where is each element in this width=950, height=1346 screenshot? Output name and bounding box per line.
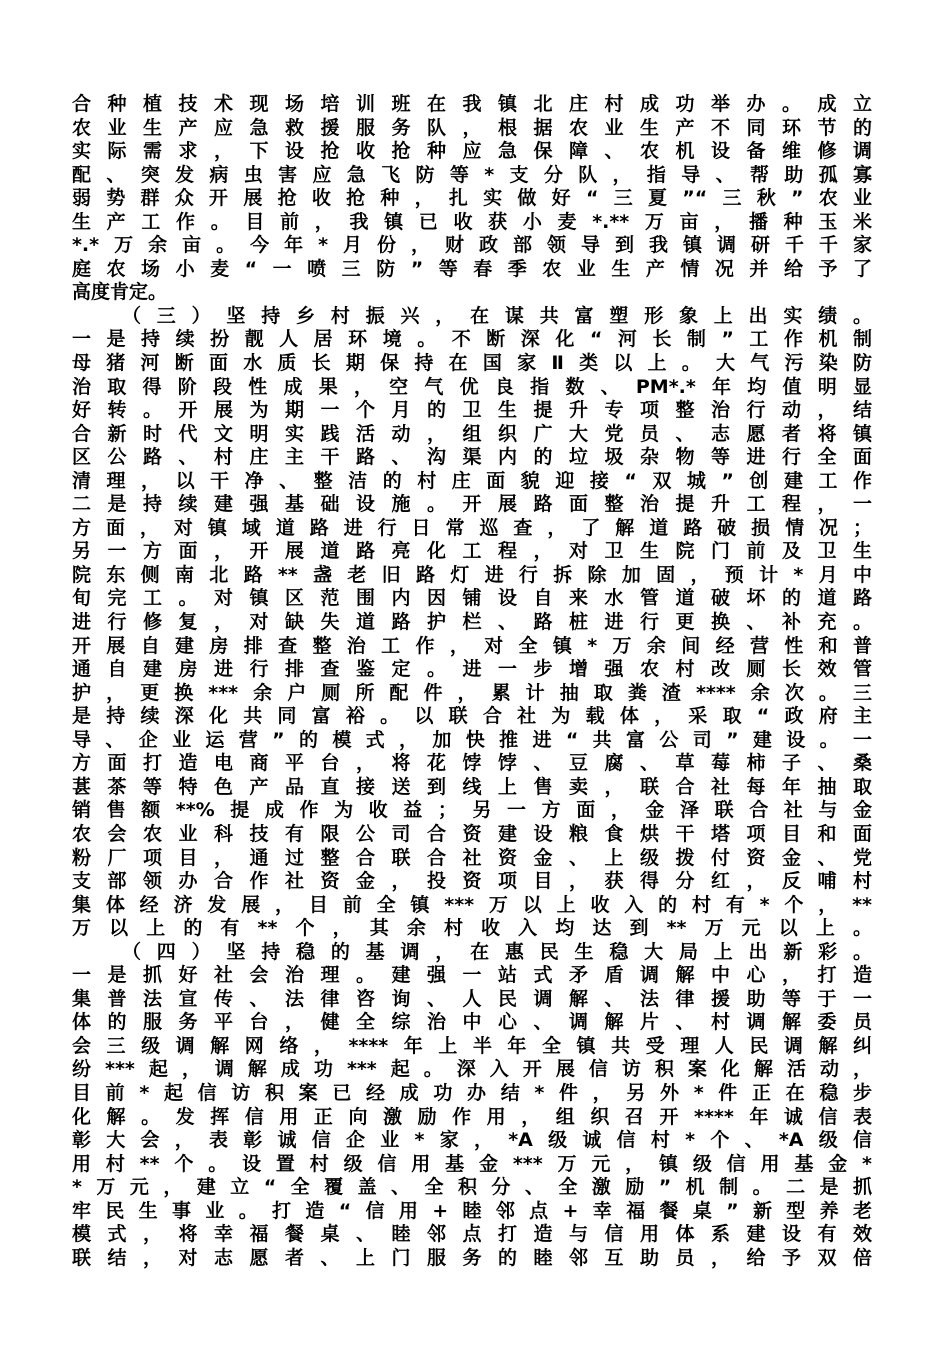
text-line: 方面，对镇域道路进行日常巡查，了解道路破损情况；: [72, 516, 872, 539]
text-line: 二是持续建强基础设施。开展路面整治提升工程，一: [72, 493, 872, 516]
text-line: 进行修复，对缺失道路护栏、路桩进行更换、补充。: [72, 611, 872, 634]
text-line: 配、突发病虫害应急飞防等*支分队，指导、帮助孤寡: [72, 163, 872, 186]
text-line: 合种植技术现场培训班在我镇北庄村成功举办。成立: [72, 93, 872, 115]
text-line: 治取得阶段性成果，空气优良指数、PM*.*年均值明显: [72, 375, 872, 398]
text-line: 好转。开展为期一个月的卫生提升专项整治行动，结: [72, 399, 872, 422]
text-line: 导、企业运营”的模式，加快推进“共富公司”建设。一: [72, 728, 872, 751]
text-line: 粉厂项目，通过整合联合社资金、上级拨付资金、党: [72, 846, 872, 869]
text-line: 集体经济发展，目前全镇***万以上收入的村有*个，**: [72, 893, 872, 916]
text-line: 农业生产应急救援服务队，根据农业生产不同环节的: [72, 116, 872, 139]
text-line: 联结，对志愿者、上门服务的睦邻互助员，给予双倍: [72, 1246, 872, 1269]
text-line: 一是抓好社会治理。建强一站式矛盾调解中心，打造: [72, 964, 872, 987]
text-line: 化解。发挥信用正向激励作用，组织召开****年诚信表: [72, 1105, 872, 1128]
text-line: 牢民生事业。打造“信用+睦邻点+幸福餐桌”新型养老: [72, 1199, 872, 1222]
text-line: 体的服务平台，健全综治中心、调解片、村调解委员: [72, 1011, 872, 1034]
text-line: 支部领办合作社资金，投资项目，获得分红，反哺村: [72, 870, 872, 893]
text-line: 用村**个。设置村级信用基金***万元，镇级信用基金*: [72, 1152, 872, 1175]
text-line: 区公路、村庄主干路、沟渠内的垃圾杂物等进行全面: [72, 446, 872, 469]
section-heading-line: （四）坚持稳的基调，在惠民生稳大局上出新彩。: [122, 940, 872, 963]
text-line: 弱势群众开展抢收抢种，扎实做好“三夏”“三秋”农业: [72, 187, 872, 210]
text-line: 开展自建房排查整治工作，对全镇*万余间经营性和普: [72, 634, 872, 657]
text-line: 一是持续扮靓人居环境。不断深化“河长制”工作机制: [72, 328, 872, 351]
text-line: *万元，建立“全覆盖、全积分、全激励”机制。二是抓: [72, 1176, 872, 1199]
text-line: 目前*起信访积案已经成功办结*件，另外*件正在稳步: [72, 1081, 872, 1104]
text-line: 合新时代文明实践活动，组织广大党员、志愿者将镇: [72, 422, 872, 445]
text-line: 母猪河断面水质长期保持在国家Ⅱ类以上。大气污染防: [72, 352, 872, 375]
text-line: 彰大会，表彰诚信企业*家，*A级诚信村*个、*A级信: [72, 1129, 872, 1152]
text-line: 护，更换***余户厕所配件，累计抽取粪渣****余次。三: [72, 681, 872, 704]
text-line: 清理，以干净、整洁的村庄面貌迎接“双城”创建工作: [72, 469, 872, 492]
text-line: 通自建房进行排查鉴定。进一步增强农村改厕长效管: [72, 658, 872, 681]
text-line: 旬完工。对镇区范围内因铺设自来水管道破坏的道路: [72, 587, 872, 610]
text-line: 实际需求，下设抢收抢种应急保障、农机设备维修调: [72, 140, 872, 163]
text-line: 会三级调解网络，****年上半年全镇共受理人民调解纠: [72, 1034, 872, 1057]
body-text: [72, 93, 872, 1270]
text-line: 万以上的有**个，其余村收入均达到**万元以上。: [72, 917, 872, 940]
text-line: 农会农业科技有限公司合资建设粮食烘干塔项目和面: [72, 822, 872, 845]
text-line: 集普法宣传、法律咨询、人民调解、法律援助等于一: [72, 987, 872, 1010]
text-line: *.*万余亩。今年*月份，财政部领导到我镇调研千千家: [72, 234, 872, 257]
section-heading-line: （三）坚持乡村振兴，在谋共富塑形象上出实绩。: [122, 304, 872, 327]
text-line: 生产工作。目前，我镇已收获小麦*.**万亩，播种玉米: [72, 210, 872, 233]
text-line: 庭农场小麦“一喷三防”等春季农业生产情况并给予了: [72, 257, 872, 280]
text-line: 另一方面，开展道路亮化工程，对卫生院门前及卫生: [72, 540, 872, 563]
text-line: 纷***起，调解成功***起。深入开展信访积案化解活动，: [72, 1058, 872, 1081]
text-line: 是持续深化共同富裕。以联合社为载体，采取“政府主: [72, 705, 872, 728]
text-line: 模式，将幸福餐桌、睦邻点打造与信用体系建设有效: [72, 1223, 872, 1246]
text-line: 方面打造电商平台，将花饽饽、豆腐、草莓柿子、桑: [72, 752, 872, 775]
text-line: 销售额**%提成作为收益；另一方面，金泽联合社与金: [72, 799, 872, 822]
text-line: 高度肯定。: [72, 281, 168, 304]
text-line: 葚茶等特色产品直接送到线上售卖，联合社每年抽取: [72, 775, 872, 798]
text-line: 院东侧南北路**盏老旧路灯进行拆除加固，预计*月中: [72, 563, 872, 586]
